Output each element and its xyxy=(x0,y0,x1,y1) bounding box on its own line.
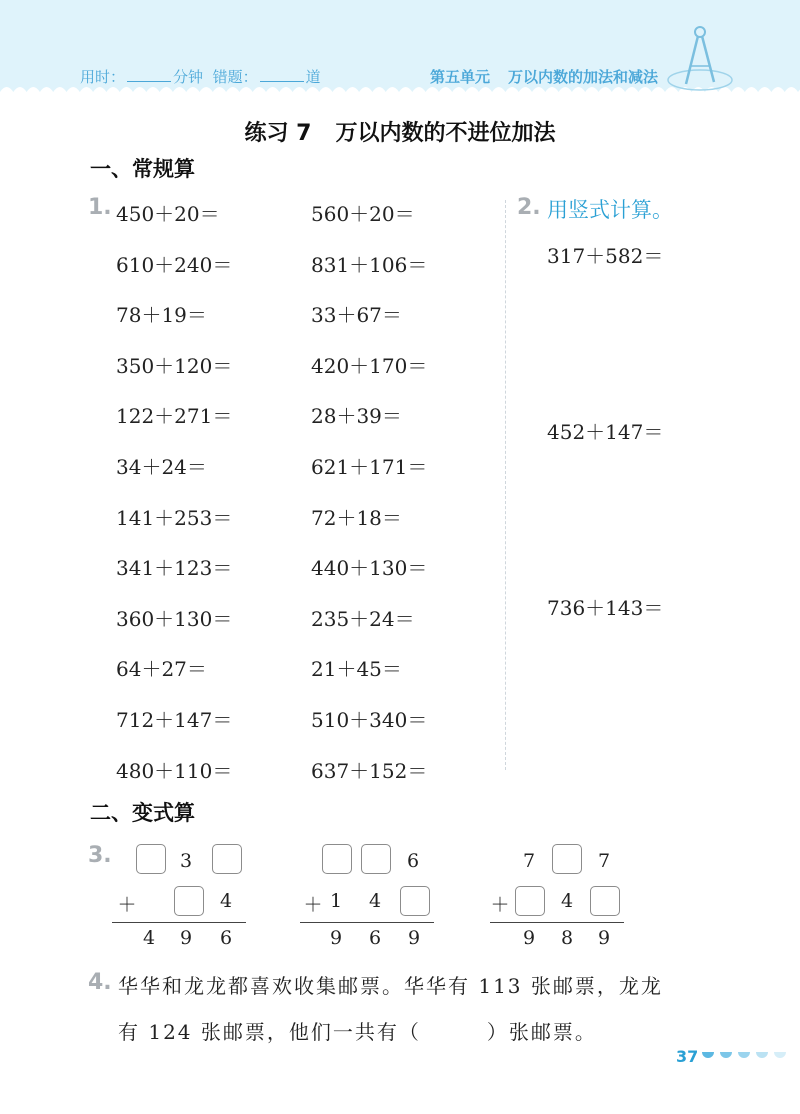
unit-number: 第五单元 xyxy=(430,68,491,86)
result-digit: 9 xyxy=(522,927,536,949)
equation: 712＋147＝ xyxy=(116,708,233,732)
equation: 28＋39＝ xyxy=(311,404,402,429)
question-number-1: 1. xyxy=(88,195,112,220)
digit-box[interactable] xyxy=(361,844,391,874)
result-digit: 9 xyxy=(329,927,343,949)
equation: 621＋171＝ xyxy=(311,455,428,479)
unit-heading xyxy=(430,66,658,87)
page-number: 37 xyxy=(676,1047,699,1066)
page-decoration-icon xyxy=(700,1050,792,1064)
column-divider xyxy=(505,200,506,770)
equation: 350＋120＝ xyxy=(116,353,233,378)
exercise-number: 练习 7 xyxy=(244,121,312,146)
equation: 64＋27＝ xyxy=(116,657,207,682)
digit-box[interactable] xyxy=(515,886,545,916)
result-digit: 8 xyxy=(560,927,574,949)
equation: 122＋271＝ xyxy=(116,404,233,429)
equation: 141＋253＝ xyxy=(116,505,233,530)
equation: 72＋18＝ xyxy=(311,505,402,530)
digit: 4 xyxy=(219,890,233,912)
time-unit: 分钟 xyxy=(173,68,204,86)
result-digit: 6 xyxy=(219,927,233,949)
digit: 6 xyxy=(406,850,420,872)
equation: 21＋45＝ xyxy=(311,657,402,682)
equation: 420＋170＝ xyxy=(311,353,428,378)
equation: 33＋67＝ xyxy=(311,303,402,328)
equation: 78＋19＝ xyxy=(116,303,207,328)
q2-item-3: 736＋143＝ xyxy=(547,596,664,620)
equation: 34＋24＝ xyxy=(116,455,207,479)
digit: 4 xyxy=(368,890,382,912)
equation: 360＋130＝ xyxy=(116,606,233,631)
digit-box[interactable] xyxy=(136,844,166,874)
digit: 1 xyxy=(329,890,343,912)
plus-sign: ＋ xyxy=(490,894,510,916)
digit: 7 xyxy=(522,850,536,872)
digit: 4 xyxy=(560,890,574,912)
errors-label: 错题： xyxy=(212,68,258,86)
digit-box[interactable] xyxy=(590,886,620,916)
time-errors-record xyxy=(80,66,321,87)
result-digit: 9 xyxy=(407,927,421,949)
q2-item-1: 317＋582＝ xyxy=(547,244,664,268)
equation: 235＋24＝ xyxy=(311,606,415,631)
sum-line xyxy=(300,922,434,923)
digit-box[interactable] xyxy=(212,844,242,874)
section-heading-2: 二、变式算 xyxy=(90,801,195,825)
page-title xyxy=(0,116,800,147)
digit-box[interactable] xyxy=(552,844,582,874)
equation: 610＋240＝ xyxy=(116,252,233,277)
word-problem-line-1: 华华和龙龙都喜欢收集邮票。华华有 113 张邮票，龙龙 xyxy=(118,974,663,998)
equation: 450＋20＝ xyxy=(116,202,220,226)
question-number-2: 2. xyxy=(517,195,541,220)
equation: 510＋340＝ xyxy=(311,708,428,732)
equation: 480＋110＝ xyxy=(116,758,233,783)
equation: 637＋152＝ xyxy=(311,758,428,783)
errors-blank[interactable] xyxy=(260,69,304,82)
plus-sign: ＋ xyxy=(117,894,137,916)
unit-title: 万以内数的加法和减法 xyxy=(508,68,659,86)
sum-line xyxy=(112,922,246,923)
result-digit: 6 xyxy=(368,927,382,949)
result-digit: 4 xyxy=(142,927,156,949)
digit: 7 xyxy=(597,850,611,872)
time-label: 用时： xyxy=(80,68,126,86)
errors-unit: 道 xyxy=(305,68,321,86)
digit-box[interactable] xyxy=(174,886,204,916)
compass-icon xyxy=(664,22,734,94)
digit-box[interactable] xyxy=(322,844,352,874)
question-number-3: 3. xyxy=(88,843,112,868)
digit: 3 xyxy=(179,850,193,872)
equation: 560＋20＝ xyxy=(311,202,415,226)
equation: 831＋106＝ xyxy=(311,252,428,277)
plus-sign: ＋ xyxy=(303,894,323,916)
section-heading-1: 一、常规算 xyxy=(90,157,195,181)
exercise-topic: 万以内数的不进位加法 xyxy=(335,121,556,146)
result-digit: 9 xyxy=(179,927,193,949)
result-digit: 9 xyxy=(597,927,611,949)
equation: 341＋123＝ xyxy=(116,556,233,581)
equation: 440＋130＝ xyxy=(311,556,428,581)
digit-box[interactable] xyxy=(400,886,430,916)
time-blank[interactable] xyxy=(127,69,171,82)
word-problem-line-2: 有 124 张邮票，他们一共有（ ）张邮票。 xyxy=(118,1020,597,1044)
q2-item-2: 452＋147＝ xyxy=(547,420,664,444)
q2-instruction: 用竖式计算。 xyxy=(547,198,673,222)
question-number-4: 4. xyxy=(88,970,112,995)
sum-line xyxy=(490,922,624,923)
